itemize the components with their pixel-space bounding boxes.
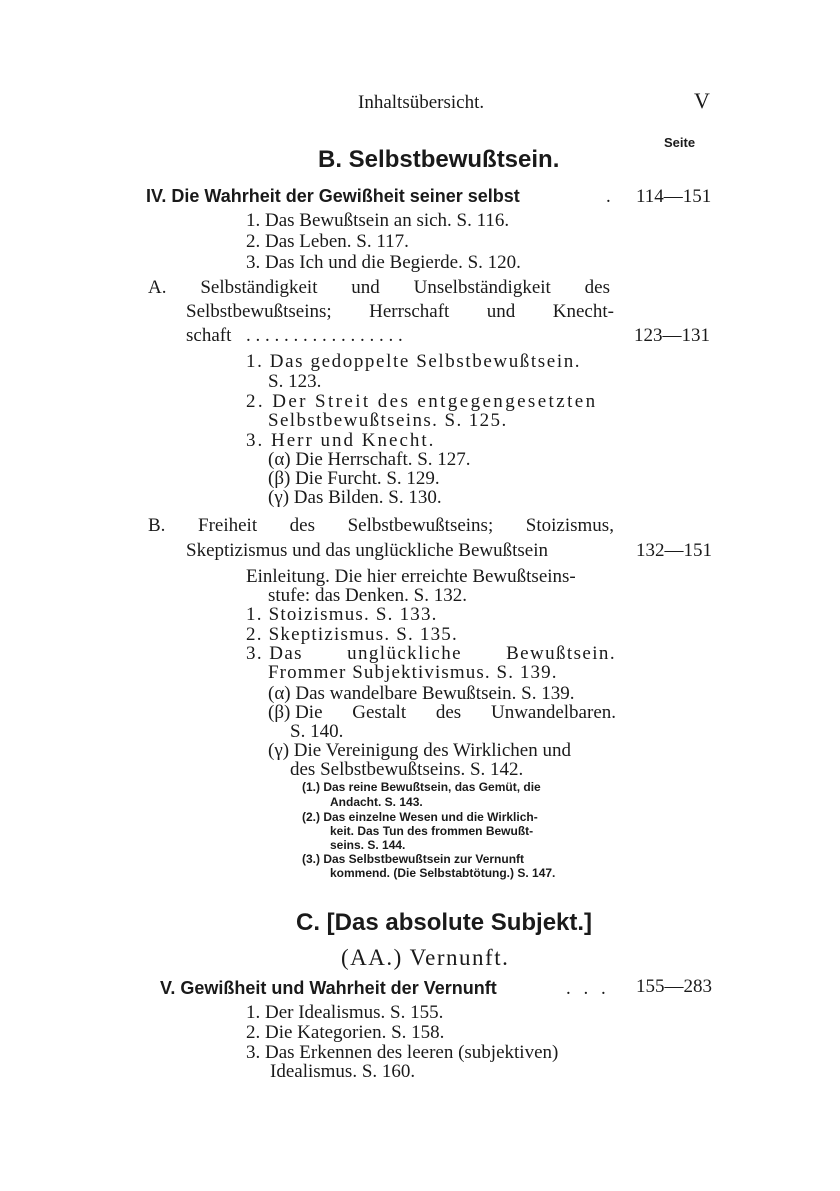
part-a-subitem-beta: (β) Die Furcht. S. 129. bbox=[268, 468, 440, 489]
part-b-intro-cont: stufe: das Denken. S. 132. bbox=[268, 585, 467, 606]
part-a-pages: 123—131 bbox=[634, 325, 710, 346]
running-title: Inhaltsübersicht. bbox=[358, 92, 485, 113]
section-c-heading: C. [Das absolute Subjekt.] bbox=[296, 909, 593, 936]
chapter-iv-item-3: 3. Das Ich und die Begierde. S. 120. bbox=[246, 252, 521, 273]
part-b-item-3: 3. Das unglückliche Bewußtsein. bbox=[246, 643, 616, 664]
chapter-v-item-2: 2. Die Kategorien. S. 158. bbox=[246, 1022, 445, 1043]
part-a-subitem-gamma: (γ) Das Bilden. S. 130. bbox=[268, 487, 442, 508]
part-b-pages: 132—151 bbox=[636, 540, 712, 561]
chapter-iv-leader: . bbox=[606, 186, 611, 207]
chapter-v-pages: 155—283 bbox=[636, 976, 712, 997]
chapter-v-title: V. Gewißheit und Wahrheit der Vernunft bbox=[160, 978, 497, 998]
part-b-item-1: 1. Stoizismus. S. 133. bbox=[246, 604, 438, 625]
part-a-item-1-cont: S. 123. bbox=[268, 371, 322, 392]
part-b-small-1: (1.) Das reine Bewußtsein, das Gemüt, die bbox=[302, 780, 541, 794]
chapter-iv-item-2: 2. Das Leben. S. 117. bbox=[246, 231, 409, 252]
part-a-subitem-alpha: (α) Die Herrschaft. S. 127. bbox=[268, 449, 471, 470]
part-b-item-3-cont: Frommer Subjektivismus. S. 139. bbox=[268, 662, 558, 683]
part-a-item-2: 2. Der Streit des entgegengesetzten bbox=[246, 391, 598, 412]
part-a-line-2: Selbstbewußtseins; Herrschaft und Knecht- bbox=[186, 301, 614, 322]
part-b-intro: Einleitung. Die hier erreichte Bewußtseins- bbox=[246, 566, 576, 587]
chapter-iv-item-1: 1. Das Bewußtsein an sich. S. 116. bbox=[246, 210, 510, 231]
part-b-beta: (β) Die Gestalt des Unwandelbaren. bbox=[268, 702, 616, 723]
part-b-alpha: (α) Das wandelbare Bewußtsein. S. 139. bbox=[268, 683, 575, 704]
part-b-small-2: (2.) Das einzelne Wesen und die Wirklich- bbox=[302, 810, 538, 824]
part-b-small-3: (3.) Das Selbstbewußtsein zur Vernunft bbox=[302, 852, 525, 866]
section-b-heading: B. Selbstbewußtsein. bbox=[318, 146, 560, 173]
part-b-small-3-cont: kommend. (Die Selbstabtötung.) S. 147. bbox=[330, 866, 556, 880]
chapter-v-item-1: 1. Der Idealismus. S. 155. bbox=[246, 1002, 444, 1023]
chapter-iv-title: IV. Die Wahrheit der Gewißheit seiner selbst bbox=[146, 186, 520, 206]
part-b-gamma-cont: des Selbstbewußtseins. S. 142. bbox=[290, 759, 524, 780]
part-a-leader: . . . . . . . . . . . . . . . . . bbox=[246, 326, 403, 345]
part-a-item-3: 3. Herr und Knecht. bbox=[246, 430, 436, 451]
chapter-v-leader: . . . bbox=[566, 978, 610, 999]
part-b-gamma: (γ) Die Vereinigung des Wirklichen und bbox=[268, 740, 571, 761]
chapter-v-item-3-cont: Idealismus. S. 160. bbox=[270, 1061, 416, 1082]
page-number: V bbox=[694, 88, 710, 113]
part-a-item-1: 1. Das gedoppelte Selbstbewußtsein. bbox=[246, 351, 582, 372]
part-b-beta-cont: S. 140. bbox=[290, 721, 344, 742]
part-a-item-2-cont: Selbstbewußtseins. S. 125. bbox=[268, 410, 508, 431]
chapter-v-item-3: 3. Das Erkennen des leeren (subjektiven) bbox=[246, 1042, 559, 1063]
part-b-item-2: 2. Skeptizismus. S. 135. bbox=[246, 624, 458, 645]
chapter-iv-pages: 114—151 bbox=[636, 186, 712, 207]
page-column-label: Seite bbox=[664, 135, 696, 150]
section-c-subheading: (AA.) Vernunft. bbox=[341, 945, 510, 970]
part-a-line-1: A. Selbständigkeit und Unselbständigkeit des bbox=[148, 277, 610, 298]
part-b-line-1: B. Freiheit des Selbstbewußtseins; Stoizismus, bbox=[148, 515, 614, 536]
part-b-small-2-cont-2: seins. S. 144. bbox=[330, 838, 406, 852]
part-b-line-2: Skeptizismus und das unglückliche Bewußtsein bbox=[186, 540, 549, 561]
part-b-small-1-cont: Andacht. S. 143. bbox=[330, 795, 423, 809]
part-a-line-3: schaft bbox=[186, 325, 232, 346]
part-b-small-2-cont: keit. Das Tun des frommen Bewußt- bbox=[330, 824, 534, 838]
